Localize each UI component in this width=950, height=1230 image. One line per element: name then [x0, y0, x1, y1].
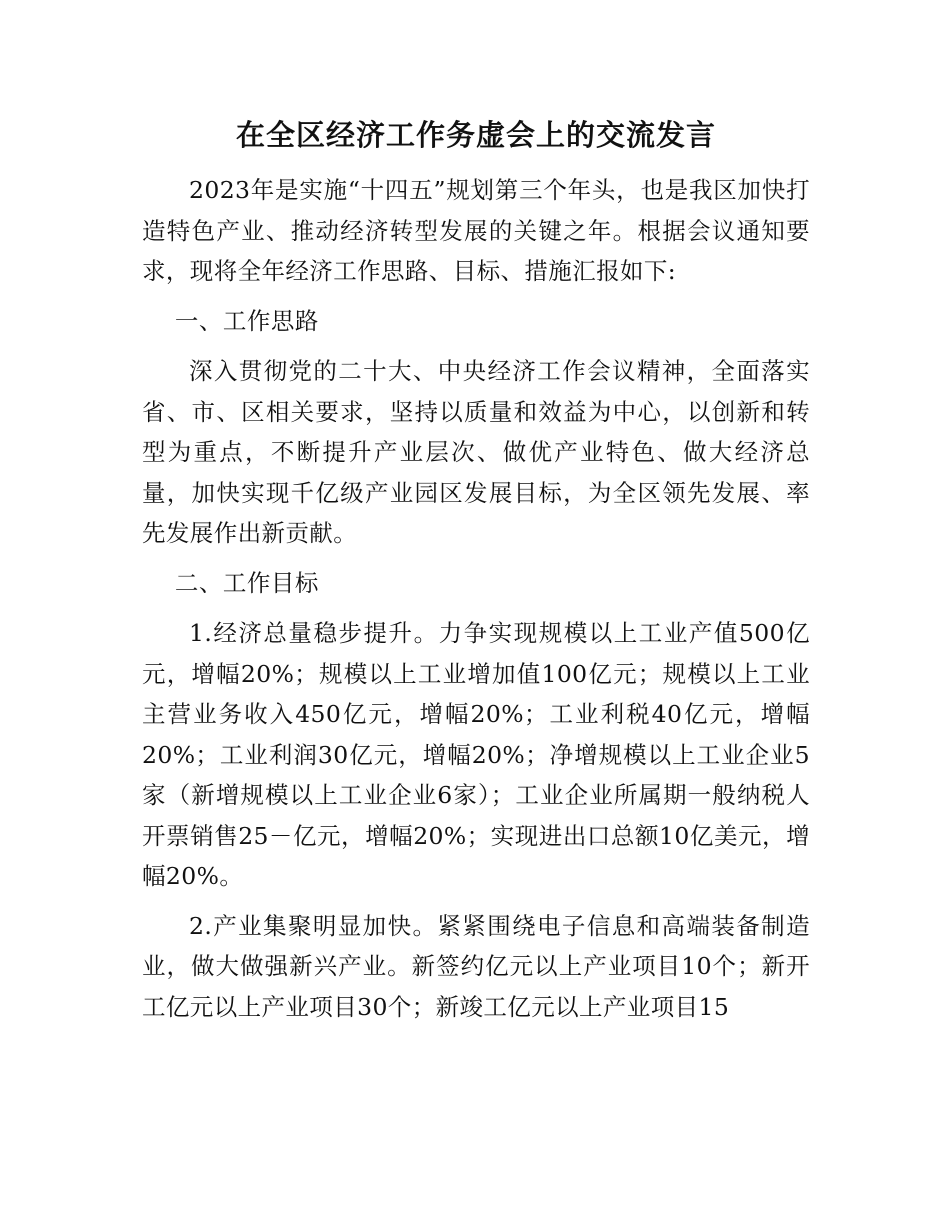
section-heading-work-goals: 二、工作目标: [174, 568, 319, 597]
goal-item-1-paragraph: 1.经济总量稳步提升。力争实现规模以上工业产值500亿元，增幅20%；规模以上工业增加值100亿元；规模以上工业主营业务收入450亿元，增幅20%；工业利税40亿元，增幅20%；工业利润30亿元，增幅20%；净增规模以上工业企业5家（新增规模以上工业企业6家）；工业企业所属期一般纳税人开票销售25－亿元，增幅20%；实现进出口总额10亿美元，增幅20%。: [142, 619, 810, 890]
goal-item-2-paragraph: 2.产业集聚明显加快。紧紧围绕电子信息和高端装备制造业，做大做强新兴产业。新签约亿元以上产业项目10个；新开工亿元以上产业项目30个；新竣工亿元以上产业项目15: [142, 911, 810, 1021]
intro-paragraph: 2023年是实施“十四五”规划第三个年头，也是我区加快打造特色产业、推动经济转型发展的关键之年。根据会议通知要求，现将全年经济工作思路、目标、措施汇报如下:: [142, 176, 810, 285]
section-heading-work-ideas: 一、工作思路: [174, 306, 319, 335]
document-body: [142, 112, 810, 1036]
work-ideas-paragraph: 深入贯彻党的二十大、中央经济工作会议精神，全面落实省、市、区相关要求，坚持以质量和效益为中心，以创新和转型为重点，不断提升产业层次、做优产业特色、做大经济总量，加快实现千亿级产业园区发展目标，为全区领先发展、率先发展作出新贡献。: [142, 357, 810, 547]
document-title: 在全区经济工作务虚会上的交流发言: [235, 118, 716, 152]
